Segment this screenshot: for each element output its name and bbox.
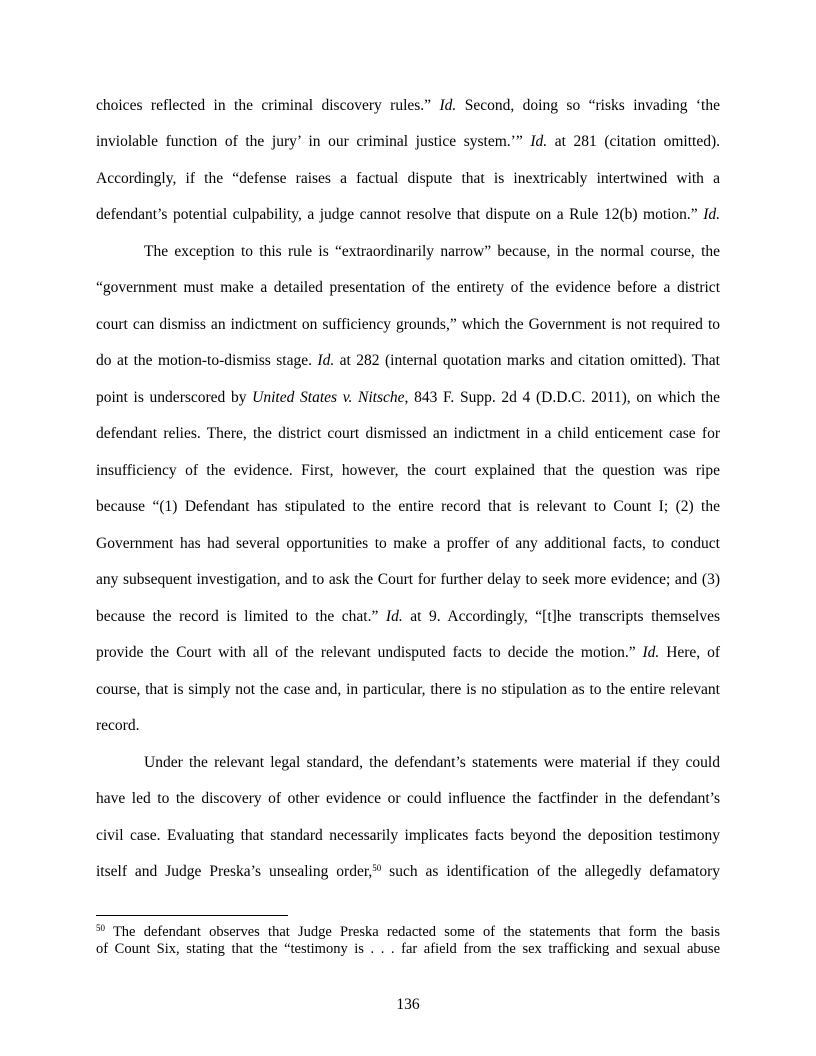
body-line-2: inviolable function of the jury’ in our criminal justice system.’” Id. at 281 (citation omitted).: [96, 133, 720, 150]
body-line-8: do at the motion-to-dismiss stage. Id. at 282 (internal quotation marks and citation omitted). That: [96, 352, 720, 369]
footnote-separator: [96, 915, 288, 916]
body-line-9: point is underscored by United States v. Nitsche, 843 F. Supp. 2d 4 (D.D.C. 2011), on which the: [96, 389, 720, 406]
body-line-4: defendant’s potential culpability, a judge cannot resolve that dispute on a Rule 12(b) motion.” Id.: [96, 206, 720, 223]
body-line-1: choices reflected in the criminal discovery rules.” Id. Second, doing so “risks invading ‘the: [96, 97, 720, 114]
body-line-14: any subsequent investigation, and to ask the Court for further delay to seek more evidence; and (3): [96, 571, 720, 588]
body-line-21: civil case. Evaluating that standard necessarily implicates facts beyond the deposition testimony: [96, 827, 720, 844]
footnote-line-2: of Count Six, stating that the “testimony is . . . far afield from the sex trafficking and sexual abuse: [96, 941, 720, 957]
body-line-20: have led to the discovery of other evidence or could influence the factfinder in the defendant’s: [96, 790, 720, 807]
body-line-10: defendant relies. There, the district court dismissed an indictment in a child enticement case for: [96, 425, 720, 442]
body-line-13: Government has had several opportunities to make a proffer of any additional facts, to conduct: [96, 535, 720, 552]
body-line-17: course, that is simply not the case and, in particular, there is no stipulation as to the entire relevant: [96, 681, 720, 698]
body-line-16: provide the Court with all of the relevant undisputed facts to decide the motion.” Id. Here, of: [96, 644, 720, 661]
body-line-5: The exception to this rule is “extraordinarily narrow” because, in the normal course, the: [144, 243, 720, 260]
footnote-marker: 50: [96, 923, 105, 933]
body-line-19: Under the relevant legal standard, the defendant’s statements were material if they could: [144, 754, 720, 771]
body-line-11: insufficiency of the evidence. First, however, the court explained that the question was ripe: [96, 462, 720, 479]
body-line-3: Accordingly, if the “defense raises a factual dispute that is inextricably intertwined with a: [96, 170, 720, 187]
body-line-12: because “(1) Defendant has stipulated to the entire record that is relevant to Count I; (2) the: [96, 498, 720, 515]
footnote-reference: 50: [372, 863, 382, 873]
body-line-7: court can dismiss an indictment on sufficiency grounds,” which the Government is not required to: [96, 316, 720, 333]
footnote-line-1: $^{50}$ The defendant observes that Judge Preska redacted some of the statements that form the basis: [96, 923, 720, 940]
page-number: 136: [396, 996, 420, 1013]
body-line-22: itself and Judge Preska’s unsealing order,$^{50}$ such as identification of the allegedly defamatory: [96, 863, 720, 880]
body-line-6: “government must make a detailed presentation of the entirety of the evidence before a district: [96, 279, 720, 296]
body-line-18: record.: [96, 717, 140, 734]
body-line-15: because the record is limited to the chat.” Id. at 9. Accordingly, “[t]he transcripts themselves: [96, 608, 720, 625]
